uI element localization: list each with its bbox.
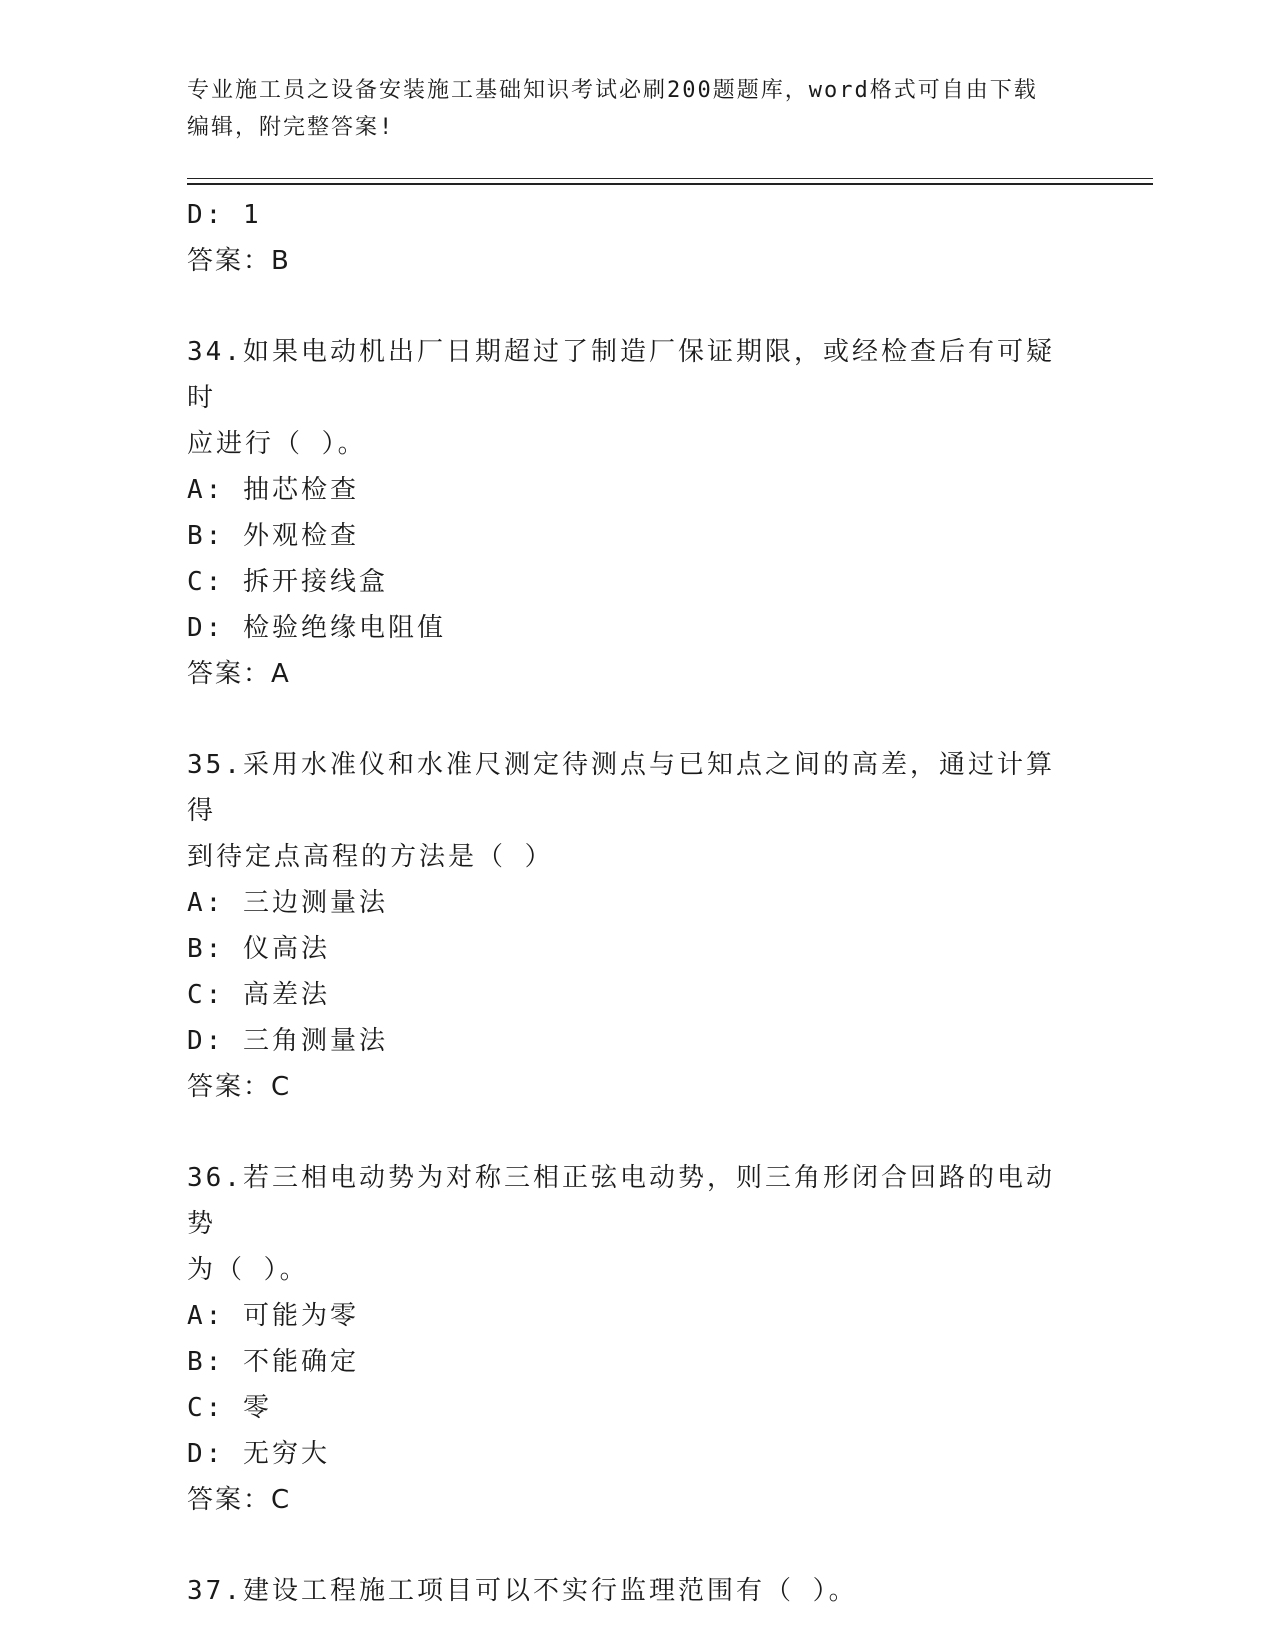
question-35-option-c: C: 高差法	[187, 980, 330, 1010]
question-34-stem-line-2: 应进行（ ）。	[187, 429, 367, 459]
question-34-option-c: C: 拆开接线盒	[187, 567, 388, 597]
question-35-option-a: A: 三边测量法	[187, 888, 388, 918]
question-35	[187, 742, 1087, 1110]
question-spacer	[187, 1523, 1087, 1568]
question-content	[187, 192, 1087, 1614]
question-35-option-d: D: 三角测量法	[187, 1026, 388, 1056]
question-35-stem-line-2: 到待定点高程的方法是（ ）	[187, 842, 554, 872]
question-36	[187, 1155, 1087, 1523]
question-34-option-d: D: 检验绝缘电阻值	[187, 613, 446, 643]
question-spacer	[187, 1110, 1087, 1155]
header-title-line-1: 专业施工员之设备安装施工基础知识考试必刷200题题库，word格式可自由下载	[187, 78, 1038, 103]
question-spacer	[187, 284, 1087, 329]
header-title-line-2: 编辑，附完整答案!	[187, 115, 395, 140]
question-36-answer: 答案：C	[187, 1485, 292, 1515]
question-36-stem-line-2: 为（ ）。	[187, 1255, 309, 1285]
question-35-option-b: B: 仪高法	[187, 934, 330, 964]
question-spacer	[187, 697, 1087, 742]
question-34-answer: 答案：A	[187, 659, 291, 689]
document-header	[187, 72, 1087, 146]
question-34-option-b: B: 外观检查	[187, 521, 359, 551]
question-36-option-d: D: 无穷大	[187, 1439, 330, 1469]
header-divider-thin	[187, 178, 1153, 179]
prev-option-d: D: 1	[187, 200, 262, 230]
question-34	[187, 329, 1087, 697]
question-35-stem-line-1: 35.采用水准仪和水准尺测定待测点与已知点之间的高差，通过计算得	[187, 750, 1055, 826]
question-36-option-c: C: 零	[187, 1393, 272, 1423]
question-37	[187, 1568, 1087, 1614]
question-34-stem-line-1: 34.如果电动机出厂日期超过了制造厂保证期限，或经检查后有可疑时	[187, 337, 1055, 413]
question-36-option-b: B: 不能确定	[187, 1347, 359, 1377]
question-36-option-a: A: 可能为零	[187, 1301, 359, 1331]
header-divider-thick	[187, 183, 1153, 185]
question-35-answer: 答案：C	[187, 1072, 292, 1102]
question-37-stem-line-1: 37.建设工程施工项目可以不实行监理范围有（ ）。	[187, 1576, 858, 1606]
question-36-stem-line-1: 36.若三相电动势为对称三相正弦电动势，则三角形闭合回路的电动势	[187, 1163, 1055, 1239]
question-34-option-a: A: 抽芯检查	[187, 475, 359, 505]
prev-answer: 答案：B	[187, 246, 291, 276]
